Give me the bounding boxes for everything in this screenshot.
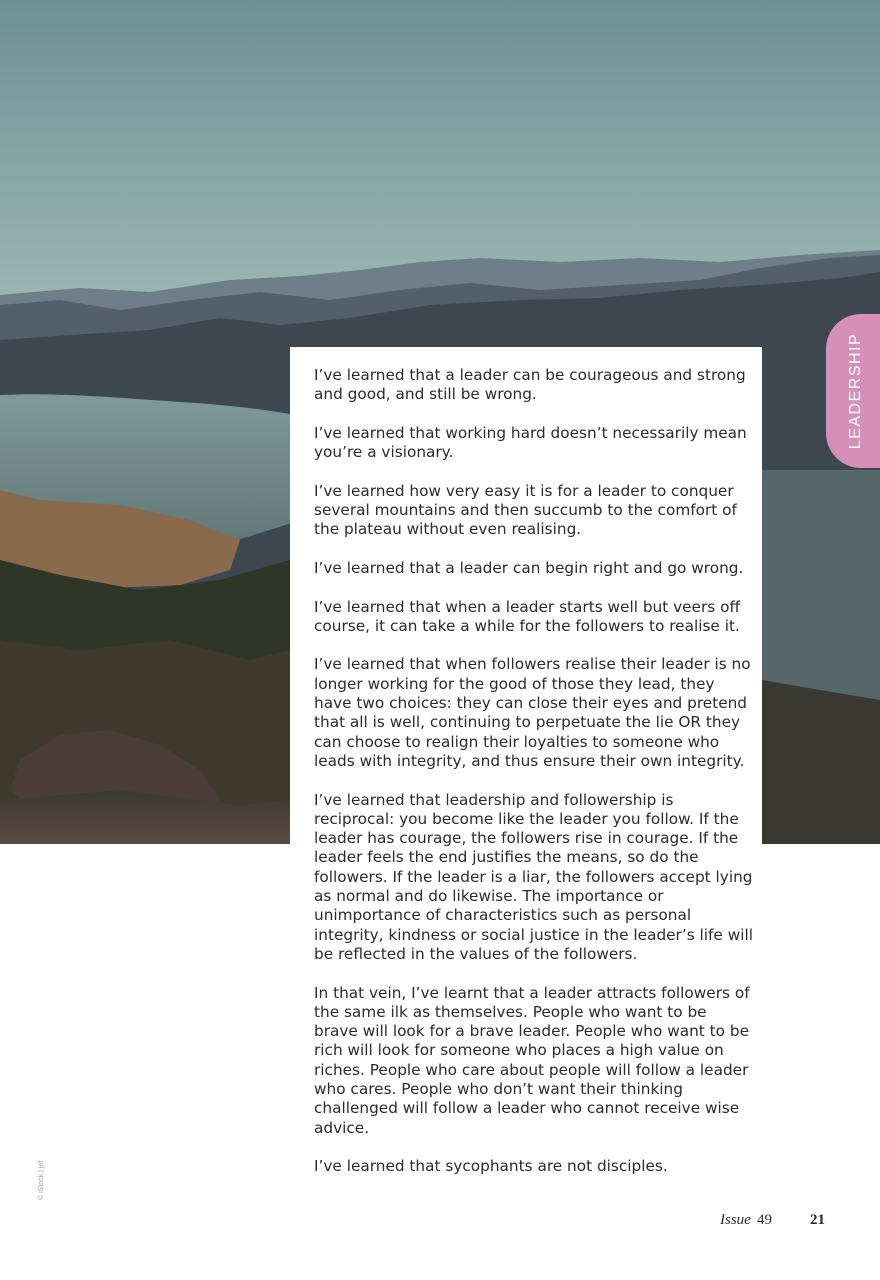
section-tab-label [826, 314, 880, 468]
article-paragraph: In that vein, I’ve learnt that a leader attracts followers of the same ilk as themselves. People who want to be brave will look for a brave leader. People who want to be rich will look for someone who places a high value on riches. People who care about people will follow a leader who cares. People who don’t want their thinking challenged will follow a leader who cannot receive wise advice. [314, 983, 750, 1137]
page-footer [700, 1212, 840, 1232]
article-body [314, 366, 754, 1196]
article-paragraph: I’ve learned that a leader can be courageous and strong and good, and still be wrong. [314, 366, 746, 404]
issue-label: Issue [720, 1212, 751, 1228]
article-paragraph: I’ve learned that working hard doesn’t necessarily mean you’re a visionary. [314, 423, 747, 462]
page-number: 21 [810, 1212, 825, 1228]
article-paragraph: I’ve learned how very easy it is for a leader to conquer several mountains and then succumb to the comfort of the plateau without even realising. [314, 481, 737, 539]
section-label: LEADERSHIP [847, 332, 864, 450]
article-paragraph: I’ve learned that sycophants are not disciples. [314, 1157, 668, 1176]
issue-number: 49 [757, 1212, 772, 1228]
photo-credit-text: © iStock | jef [38, 1160, 45, 1200]
photo-credit [38, 1160, 50, 1200]
article-paragraph: I’ve learned that leadership and followership is reciprocal: you become like the leader you follow. If the leader has courage, the followers rise in courage. If the leader feels the end justifies the means, so do the followers. If the leader is a liar, the followers accept lying as normal and do likewise. The importance or unimportance of characteristics such as personal integrity, kindness or social justice in the leader’s life will be reflected in the values of the followers. [314, 790, 753, 963]
article-paragraph: I’ve learned that when a leader starts well but veers off course, it can take a while for the followers to realise it. [314, 597, 740, 635]
article-paragraph: I’ve learned that when followers realise their leader is no longer working for the good of those they lead, they have two choices: they can close their eyes and pretend that all is well, continuing to perpetuate the lie OR they can choose to realign their loyalties to someone who leads with integrity, and thus ensure their own integrity. [314, 655, 751, 770]
article-paragraph: I’ve learned that a leader can begin right and go wrong. [314, 558, 744, 577]
